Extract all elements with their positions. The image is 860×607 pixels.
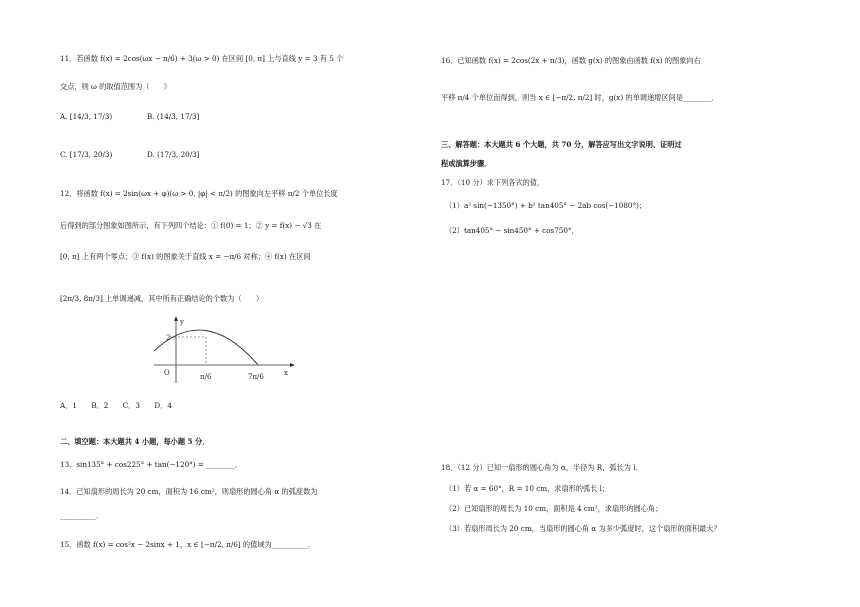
q17-title: 17．（10 分）求下列各式的值．: [441, 178, 545, 187]
q12-line2: 后得到的部分图象如图所示，有下列四个结论：① f(0) = 1；② y = f(x) − √3 在: [60, 221, 322, 230]
section3-heading-line1: 三、解答题：本大题共 6 个大题，共 70 分，解答应写出文字说明、证明过: [441, 140, 682, 149]
y-axis-label: y: [180, 318, 184, 326]
q16-line2: 平移 π/4 个单位而得到，则当 x ∈ [−π/2, π/2] 时，g(x) 的单调递增区间是________．: [441, 93, 719, 102]
q11-option-a: A. [14/3, 17/3): [60, 112, 113, 121]
q14-line1: 14．已知扇形的周长为 20 cm，面积为 16 cm²，则扇形的圆心角 α 的弧度数为: [60, 487, 318, 496]
q12-line4: [2π/3, 8π/3] 上单调递减，其中所有正确结论的个数为（ ）: [60, 294, 264, 303]
y-axis-arrow: [174, 316, 178, 321]
q12-options: A．1 B．2 C．3 D．4: [60, 401, 172, 410]
q17-part2: （2）tan405° − sin450° + cos750°．: [445, 226, 579, 235]
x-axis-arrow: [290, 363, 295, 367]
origin-label: O: [164, 369, 170, 377]
q12-function-graph: [140, 315, 300, 387]
x-tick-pi-6: π/6: [200, 373, 212, 381]
q16-line1: 16．已知函数 f(x) = 2cos(2x + π/3)，函数 g(x) 的图象由函数 f(x) 的图象向右: [441, 56, 701, 65]
q18-part1: （1）若 α = 60°，R = 10 cm，求扇形的弧长 l；: [445, 484, 610, 493]
q12-line1: 12．将函数 f(x) = 2sin(ωx + φ)(ω > 0, |φ| < π/2) 的图象向左平移 π/2 个单位长度: [60, 189, 338, 198]
y-tick-2: 2: [166, 334, 171, 342]
x-tick-7pi-6: 7π/6: [248, 373, 264, 381]
section3-heading-line2: 程或演算步骤．: [441, 159, 492, 168]
section2-heading: 二、填空题：本大题共 4 小题，每小题 5 分．: [60, 437, 210, 446]
q12-line3: [0, π] 上有两个零点；③ f(x) 的图象关于直线 x = −π/6 对称；④ f(x) 在区间: [60, 252, 311, 261]
q13: 13．sin135° + cos225° + tan(−120°) = ________．: [60, 460, 243, 469]
q18-part2: （2）已知扇形的周长为 10 cm，面积是 4 cm²，求扇形的圆心角；: [445, 504, 663, 513]
q18-part3: （3）若扇形周长为 20 cm，当扇形的圆心角 α 为多少弧度时，这个扇形的面积最大？: [445, 524, 721, 533]
q14-line2: __________．: [60, 511, 104, 520]
q11-option-c: C. [17/3, 20/3): [60, 150, 113, 159]
q18-title: 18．（12 分）已知一扇形的圆心角为 α，半径为 R，弧长为 l．: [441, 463, 643, 472]
q17-part1: （1）a² sin(−1350°) + b² tan405° − 2ab cos(−1080°)；: [445, 201, 647, 210]
q15: 15．函数 f(x) = cos²x − 2sinx + 1，x ∈ [−π/2, π/6] 的值域为__________．: [60, 540, 315, 549]
x-axis-label: x: [284, 369, 288, 377]
q11-line1: 11．若函数 f(x) = 2cos(ωx − π/6) + 3(ω > 0) 在区间 [0, π] 上与直线 y = 3 有 5 个: [60, 54, 344, 63]
q11-option-d: D. (17/3, 20/3]: [147, 150, 200, 159]
q11-line2: 交点，则 ω 的取值范围为（ ）: [60, 82, 172, 91]
q11-option-b: B. (14/3, 17/3]: [147, 112, 200, 121]
